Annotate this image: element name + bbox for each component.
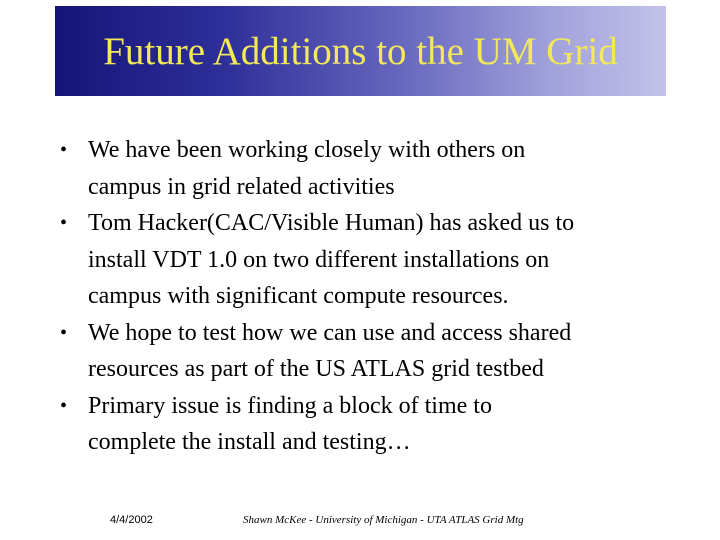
bullet-line: campus with significant compute resources. <box>88 283 509 309</box>
bullet-line: resources as part of the US ATLAS grid testbed <box>88 356 544 382</box>
bullet-icon: • <box>60 212 68 234</box>
bullet-icon: • <box>60 139 68 161</box>
bullet-list <box>58 132 698 461</box>
bullet-line: We have been working closely with others on <box>88 137 526 163</box>
bullet-line: Primary issue is finding a block of time to <box>88 392 492 419</box>
bullet-text <box>88 132 525 205</box>
footer-credit: Shawn McKee - University of Michigan - UTA ATLAS Grid Mtg <box>243 514 524 526</box>
bullet-text <box>88 205 574 315</box>
bullet-item <box>58 388 698 461</box>
bullet-line: campus in grid related activities <box>88 173 395 200</box>
bullet-text <box>88 388 492 461</box>
bullet-line: Tom Hacker(CAC/Visible Human) has asked us to <box>88 210 575 236</box>
bullet-text <box>88 315 571 388</box>
footer-date: 4/4/2002 <box>110 514 153 526</box>
title-banner <box>55 6 666 96</box>
bullet-line: We hope to test how we can use and access shared <box>88 319 572 346</box>
slide-title: Future Additions to the UM Grid <box>103 29 618 73</box>
bullet-line: complete the install and testing… <box>88 429 411 455</box>
bullet-item <box>58 315 698 388</box>
bullet-icon: • <box>60 394 68 417</box>
bullet-item <box>58 205 698 315</box>
bullet-line: install VDT 1.0 on two different installations on <box>88 246 550 273</box>
bullet-icon: • <box>60 321 68 344</box>
bullet-item <box>58 132 698 205</box>
